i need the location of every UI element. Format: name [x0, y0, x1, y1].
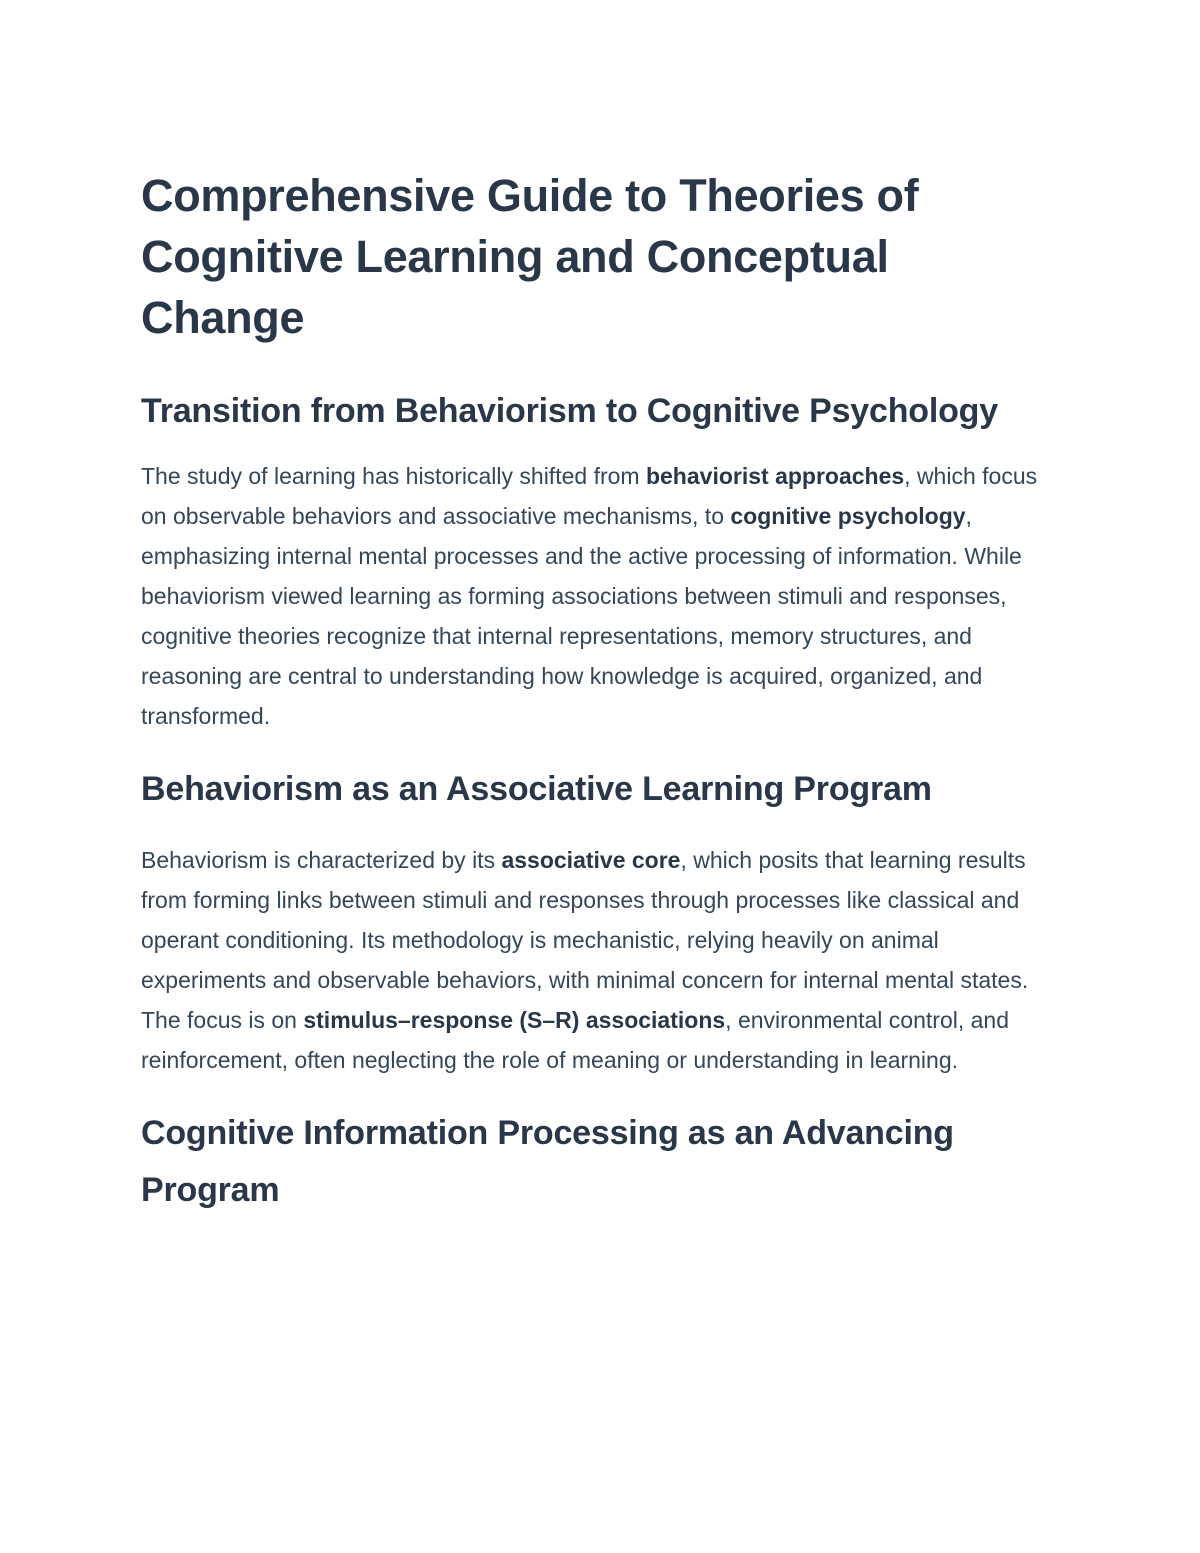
- paragraph-text: , which focus on observable behaviors and associative mechanisms, to: [141, 463, 1038, 529]
- section-heading-behaviorism: Behaviorism as an Associative Learning Program: [141, 770, 932, 808]
- bold-term-cognitive-psychology: cognitive psychology: [730, 503, 966, 529]
- bold-term-sr-associations: stimulus–response (S–R) associations: [303, 1007, 726, 1033]
- paragraph-text: Behaviorism is characterized by its: [141, 847, 502, 873]
- paragraph-text: The study of learning has historically shifted from: [141, 463, 646, 489]
- section-paragraph-transition: [141, 456, 1056, 736]
- section-paragraph-behaviorism: [141, 840, 1056, 1080]
- section-heading-transition: Transition from Behaviorism to Cognitive Psychology: [141, 392, 998, 430]
- document-page: [141, 165, 1056, 1219]
- bold-term-behaviorist-approaches: behaviorist approaches: [645, 463, 905, 489]
- paragraph-text: , which posits that learning results from forming links between stimuli and responses through processes like classical and operant conditioning. Its methodology is mechanistic, relying heavily on animal experiments and observable behaviors, with minimal concern for internal mental states. The focus is on: [141, 847, 1029, 1033]
- document-title: Comprehensive Guide to Theories of Cognitive Learning and Conceptual Change: [141, 170, 919, 343]
- paragraph-text: , emphasizing internal mental processes and the active processing of information. While behaviorism viewed learning as forming associations between stimuli and responses, cognitive theories recognize that internal representations, memory structures, and reasoning are central to understanding how knowledge is acquired, organized, and transformed.: [141, 503, 1022, 729]
- paragraph-text: , environmental control, and reinforcement, often neglecting the role of meaning or understanding in learning.: [141, 1007, 1009, 1073]
- section-heading-cognitive-information-processing: Cognitive Information Processing as an Advancing Program: [141, 1114, 954, 1209]
- bold-term-associative-core: associative core: [501, 847, 681, 873]
